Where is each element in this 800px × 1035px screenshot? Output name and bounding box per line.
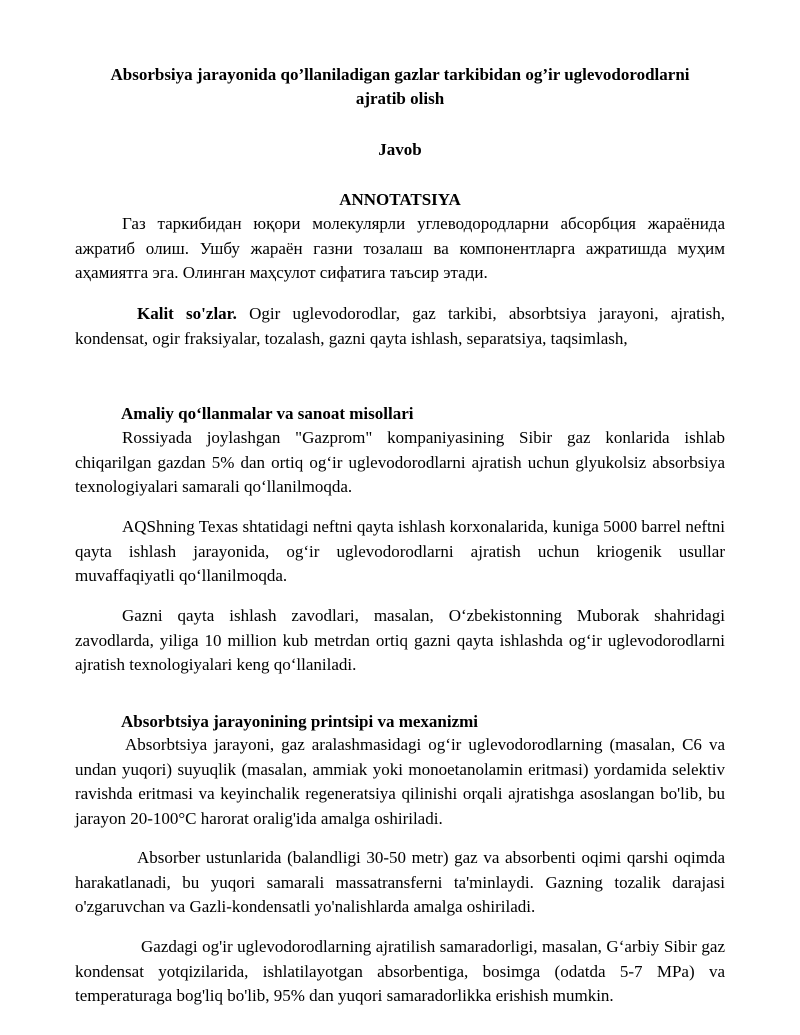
- paragraph-absorption-process: Absorbtsiya jarayoni, gaz aralashmasidagi og‘ir uglevodorodlarning (masalan, C6 va undan yuqori) suyuqlik (masalan, ammiak yoki monoetanolamin eritmasi) yordamida selektiv ravishda eritmasi va keyinchalik regeneratsiya qilinishi orqali ajratishga asoslangan bo'lib, bu jarayon 20-100°C harorat oralig'ida amalga oshiriladi.: [75, 735, 725, 828]
- keywords-paragraph: Kalit so'zlar. Ogir uglevodorodlar, gaz tarkibi, absorbtsiya jarayoni, ajratish, kondensat, ogir fraksiyalar, tozalash, gazni qayta ishlash, separatsiya, taqsimlash,: [75, 304, 725, 348]
- annotation-heading: ANNOTATSIYA: [339, 190, 461, 209]
- section-heading-absorption-principle: Absorbtsiya jarayonining printsipi va mexanizmi: [121, 712, 479, 731]
- section-heading-practical-examples: Amaliy qo‘llanmalar va sanoat misollari: [121, 404, 414, 423]
- paragraph-absorber-columns: Absorber ustunlarida (balandligi 30-50 metr) gaz va absorbenti oqimi qarshi oqimda harakatlanadi, bu yuqori samarali massatransferni ta'minlaydi. Gazning tozalik darajasi o'zgaruvchan va Gazli-kondensatli yo'nalishlarda amalga oshiriladi.: [75, 848, 725, 917]
- paragraph-separation-efficiency: Gazdagi og'ir uglevodorodlarning ajratilish samaradorligi, masalan, G‘arbiy Sibir gaz kondensat yotqizilarida, ishlatilayotgan absorbentiga, bosimga (odatda 5-7 MPa) va temperaturaga bog'liq bo'lib, 95% dan yuqori samaradorlikka erishish mumkin.: [75, 937, 725, 1006]
- document-title: Absorbsiya jarayonida qo’llaniladigan gazlar tarkibidan og’ir uglevodorodlarni ajratib olish: [110, 65, 690, 108]
- annotation-paragraph: Газ таркибидан юқори молекулярли углеводородларни абсорбция жараёнида ажратиб олиш. Ушбу жараён газни тозалаш ва компонентларга ажратишда муҳим аҳамиятга эга. Олинган маҳсулот сифатига таъсир этади.: [75, 214, 725, 283]
- paragraph-texas: AQShning Texas shtatidagi neftni qayta ishlash korxonalarida, kuniga 5000 barrel neftni qayta ishlash jarayonida, og‘ir uglevodorodlarni ajratish uchun kriogenik usullar muvaffaqiyatli qo‘llanilmoqda.: [75, 517, 725, 586]
- paragraph-gazprom: Rossiyada joylashgan "Gazprom" kompaniyasining Sibir gaz konlarida ishlab chiqarilgan gazdan 5% dan ortiq og‘ir uglevodorodlarni ajratish uchun glyukolsiz absorbsiya texnologiyalari samarali qo‘llanilmoqda.: [75, 428, 725, 497]
- paragraph-muborak: Gazni qayta ishlash zavodlari, masalan, O‘zbekistonning Muborak shahridagi zavodlarda, yiliga 10 million kub metrdan ortiq gazni qayta ishlashda og‘ir uglevodorodlarni ajratish texnologiyalari keng qo‘llaniladi.: [75, 606, 725, 675]
- answer-label: Javob: [378, 140, 422, 159]
- keywords-label: Kalit so'zlar.: [137, 304, 237, 323]
